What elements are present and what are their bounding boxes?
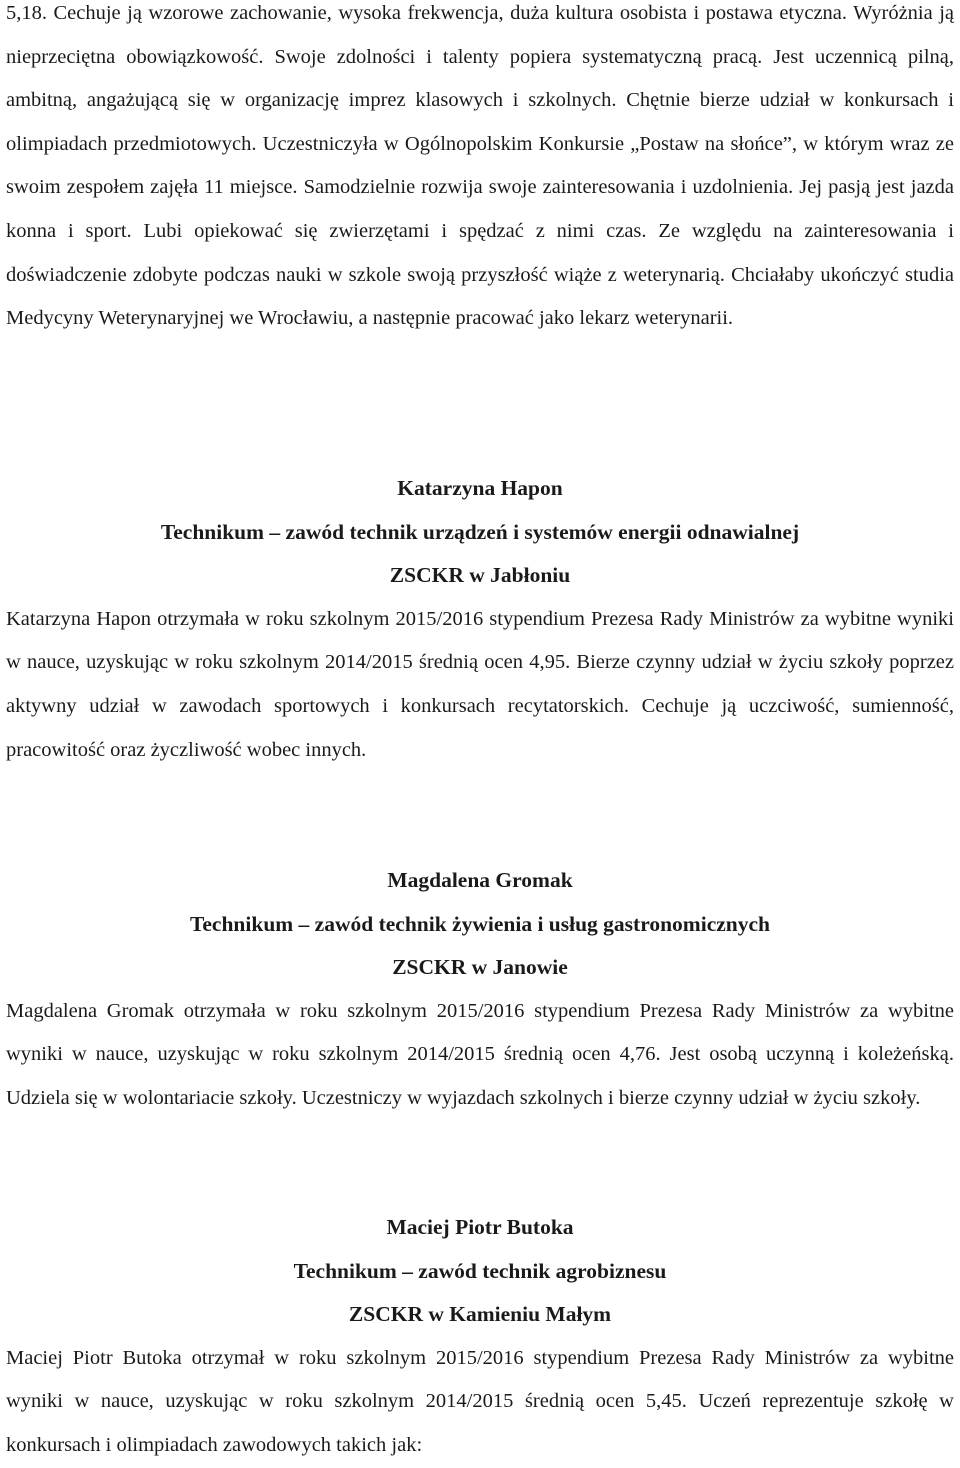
student-program: Technikum – zawód technik urządzeń i systemów energii odnawialnej — [160, 519, 800, 544]
student-description: Katarzyna Hapon otrzymała w roku szkolnym 2015/2016 stypendium Prezesa Rady Ministrów za wybitne wyniki w nauce, uzyskując w roku szkolnym 2014/2015 średnią ocen 4,95. Bierze czynny udział w życiu szkoły poprzez aktywny udział w zawodach sportowych i konkursach recytatorskich. Cechuje ją uczciwość, sumienność, pracowitość oraz życzliwość wobec innych. — [6, 607, 954, 761]
student-description: Magdalena Gromak otrzymała w roku szkolnym 2015/2016 stypendium Prezesa Rady Ministrów za wybitne wyniki w nauce, uzyskując w roku szkolnym 2014/2015 średnią ocen 4,76. Jest osobą uczynną i koleżeńską. Udziela się w wolontariacie szkoły. Uczestniczy w wyjazdach szkolnych i bierze czynny udział w życiu szkoły. — [6, 999, 954, 1109]
student-name: Magdalena Gromak — [387, 868, 573, 892]
student-school: ZSCKR w Kamieniu Małym — [348, 1302, 612, 1327]
student-section-butoka — [6, 1206, 954, 1468]
student-school: ZSCKR w Jabłoniu — [389, 563, 571, 588]
student-program: Technikum – zawód technik agrobiznesu — [293, 1258, 667, 1283]
student-name: Maciej Piotr Butoka — [386, 1215, 574, 1239]
student-name: Katarzyna Hapon — [397, 476, 563, 500]
student-program: Technikum – zawód technik żywienia i usług gastronomicznych — [190, 911, 770, 936]
student-school: ZSCKR w Janowie — [392, 955, 568, 980]
student-section-gromak — [6, 859, 954, 1121]
student-section-hapon — [6, 467, 954, 772]
intro-paragraph: 5,18. Cechuje ją wzorowe zachowanie, wysoka frekwencja, duża kultura osobista i postawa etyczna. Wyróżnia ją nieprzeciętna obowiązkowość. Swoje zdolności i talenty popiera systematyczną pracą. Jest uczennicą pilną, ambitną, angażującą się w organizację imprez klasowych i szkolnych. Chętnie bierze udział w konkursach i olimpiadach przedmiotowych. Uczestniczyła w Ogólnopolskim Konkursie „Postaw na słońce”, w którym wraz ze swoim zespołem zajęła 11 miejsce. Samodzielnie rozwija swoje zainteresowania i uzdolnienia. Jej pasją jest jazda konna i sport. Lubi opiekować się zwierzętami i spędzać z nimi czas. Ze względu na zainteresowania i doświadczenie zdobyte podczas nauki w szkole swoją przyszłość wiąże z weterynarią. Chciałaby ukończyć studia Medycyny Weterynaryjnej we Wrocławiu, a następnie pracować jako lekarz weterynarii. — [6, 2, 954, 330]
student-description: Maciej Piotr Butoka otrzymał w roku szkolnym 2015/2016 stypendium Prezesa Rady Ministrów za wybitne wyniki w nauce, uzyskując w roku szkolnym 2014/2015 średnią ocen 5,45. Uczeń reprezentuje szkołę w konkursach i olimpiadach zawodowych takich jak: — [6, 1346, 954, 1456]
